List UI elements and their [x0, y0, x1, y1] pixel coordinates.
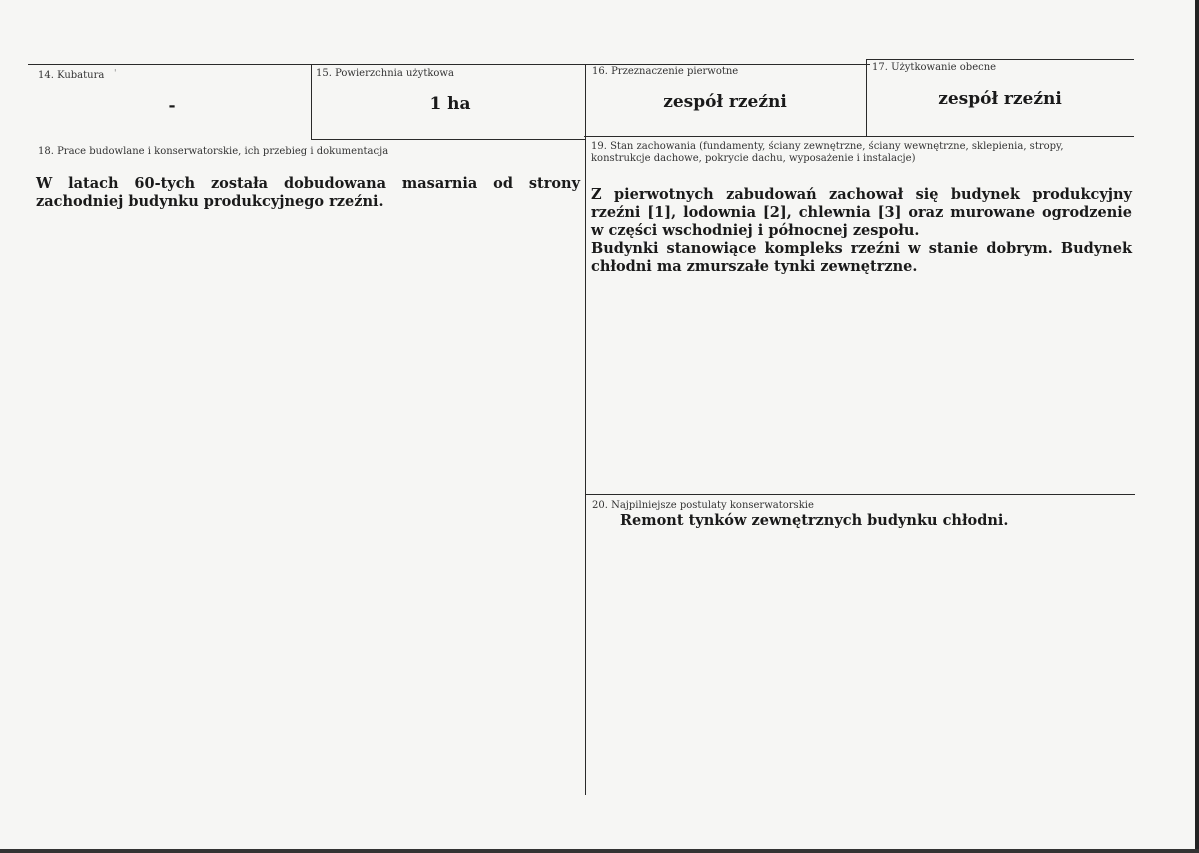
- field-14-label: 14. Kubatura: [38, 70, 105, 81]
- field-20-label: 20. Najpilniejsze postulaty konserwatorskie: [592, 500, 814, 511]
- field-18-paragraph: W latach 60-tych została dobudowana masarnia od strony zachodniej budynku produkcyjnego rzeźni.: [36, 175, 580, 210]
- field-18-label: 18. Prace budowlane i konserwatorskie, ich przebieg i dokumentacja: [38, 146, 389, 157]
- scan-edge-bottom: [0, 849, 1199, 853]
- field-19-paragraph-1: Z pierwotnych zabudowań zachował się budynek produkcyjny rzeźni [1], lodownia [2], chlewnia [3] oraz murowane ogrodzenie w części wschodniej i północnej zespołu.: [591, 186, 1132, 239]
- field-20-top-border: [586, 494, 1135, 495]
- field-19-label: 19. Stan zachowania (fundamenty, ściany zewnętrzne, ściany wewnętrzne, sklepienia, stropy, konstrukcje dachowe, pokrycie dachu, wyposażenie i instalacje): [591, 141, 1064, 164]
- divider-16-17: [866, 59, 867, 137]
- top-row-bottom-border-left: [312, 139, 586, 140]
- top-row-bottom-border-right: [584, 136, 1134, 137]
- scan-edge-right: [1195, 0, 1199, 853]
- divider-14-15: [311, 64, 312, 140]
- field-19-text: [591, 186, 1132, 276]
- field-17-label: 17. Użytkowanie obecne: [872, 62, 997, 73]
- field-20-text: [620, 512, 1120, 530]
- main-center-divider: [585, 64, 586, 795]
- field-15-value: 1 ha: [429, 94, 471, 114]
- field-20-paragraph: Remont tynków zewnętrznych budynku chłodni.: [620, 512, 1009, 529]
- field-15-label: 15. Powierzchnia użytkowa: [316, 68, 454, 79]
- top-row-top-border-left: [28, 64, 870, 65]
- field-14-value: -: [168, 96, 176, 116]
- field-19-paragraph-2: Budynki stanowiące kompleks rzeźni w stanie dobrym. Budynek chłodni ma zmurszałe tynki zewnętrzne.: [591, 240, 1132, 275]
- top-row-top-border-right: [866, 59, 1134, 60]
- field-16-label: 16. Przeznaczenie pierwotne: [592, 66, 739, 77]
- field-18-text: [36, 175, 580, 211]
- field-16-value: zespół rzeźni: [663, 92, 787, 112]
- stray-mark: ': [114, 69, 117, 79]
- field-17-value: zespół rzeźni: [938, 89, 1062, 109]
